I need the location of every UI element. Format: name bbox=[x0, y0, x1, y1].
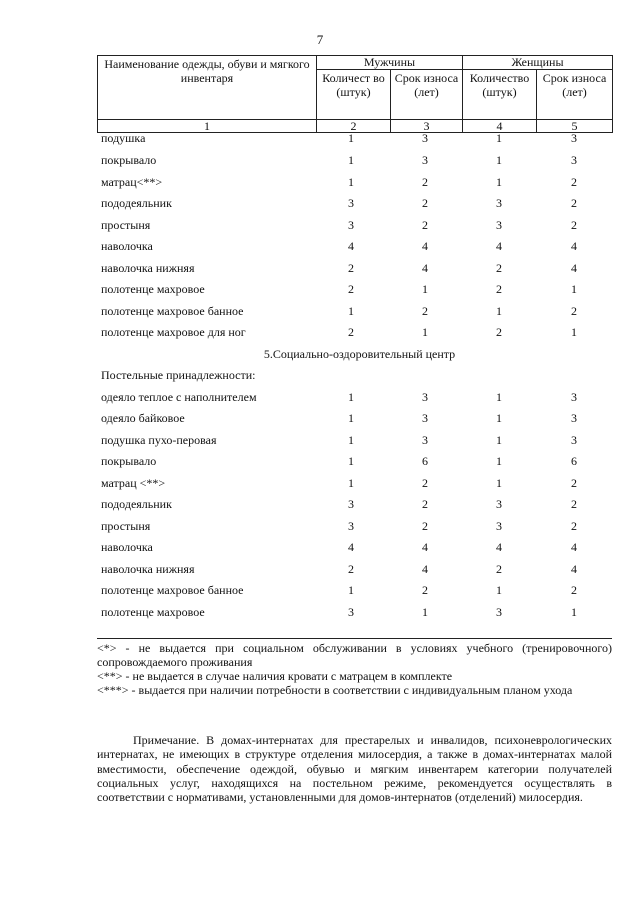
men-quantity: 1 bbox=[348, 454, 354, 469]
item-name: одеяло теплое с наполнителем bbox=[101, 389, 257, 404]
table-body bbox=[97, 131, 612, 623]
men-term: 4 bbox=[422, 540, 428, 555]
women-quantity: 1 bbox=[496, 583, 502, 598]
men-quantity: 1 bbox=[348, 432, 354, 447]
men-term: 6 bbox=[422, 454, 428, 469]
women-term: 1 bbox=[571, 604, 577, 619]
table-row bbox=[97, 301, 612, 323]
item-name: простыня bbox=[101, 518, 151, 533]
footnote: <***> - выдается при наличии потребности в соответствии с индивидуальным планом ухода bbox=[97, 683, 573, 697]
table-row bbox=[97, 279, 612, 301]
item-name: простыня bbox=[101, 217, 151, 232]
column-number: 1 bbox=[98, 120, 317, 133]
table-row bbox=[97, 387, 612, 409]
table-row bbox=[97, 494, 612, 516]
men-term: 1 bbox=[422, 282, 428, 297]
table-row bbox=[97, 559, 612, 581]
table-row bbox=[97, 602, 612, 624]
men-quantity: 2 bbox=[348, 260, 354, 275]
men-term: 4 bbox=[422, 260, 428, 275]
men-quantity: 3 bbox=[348, 196, 354, 211]
table-row bbox=[97, 516, 612, 538]
note-paragraph: Примечание. В домах-интернатах для престарелых и инвалидов, психоневрологических интернатах, не имеющих в структуре отделения милосердия, а также в домах-интернатах малой вместимости, обеспечение одеждой, обувью и мягким инвентарем категории получателей социальных услуг, находящихся на постельном режиме, рекомендуется осуществлять в соответствии с нормативами, установленными для домов-интернатов (отделений) милосердия. bbox=[97, 733, 612, 805]
item-name: наволочка нижняя bbox=[101, 260, 195, 275]
men-quantity: 2 bbox=[348, 325, 354, 340]
item-name: пододеяльник bbox=[101, 196, 172, 211]
item-name: наволочка bbox=[101, 540, 153, 555]
women-quantity: 1 bbox=[496, 411, 502, 426]
women-quantity: 1 bbox=[496, 475, 502, 490]
women-term: 1 bbox=[571, 282, 577, 297]
women-quantity: 4 bbox=[496, 239, 502, 254]
item-name: полотенце махровое bbox=[101, 282, 205, 297]
men-term: 3 bbox=[422, 389, 428, 404]
men-term: 1 bbox=[422, 325, 428, 340]
women-quantity: 2 bbox=[496, 260, 502, 275]
column-header-women-qty: Количество (штук) bbox=[463, 70, 537, 120]
men-quantity: 1 bbox=[348, 475, 354, 490]
men-quantity: 1 bbox=[348, 131, 354, 145]
item-name: наволочка нижняя bbox=[101, 561, 195, 576]
women-quantity: 3 bbox=[496, 196, 502, 211]
men-quantity: 1 bbox=[348, 583, 354, 598]
page-number: 7 bbox=[316, 32, 324, 47]
table-row bbox=[97, 537, 612, 559]
women-quantity: 2 bbox=[496, 561, 502, 576]
women-term: 2 bbox=[571, 174, 577, 189]
column-header-women-term: Срок износа (лет) bbox=[537, 70, 613, 120]
women-term: 2 bbox=[571, 217, 577, 232]
women-quantity: 1 bbox=[496, 432, 502, 447]
column-header-name: Наименование одежды, обуви и мягкого инвентаря bbox=[98, 56, 317, 120]
women-term: 3 bbox=[571, 153, 577, 168]
men-quantity: 1 bbox=[348, 303, 354, 318]
men-quantity: 3 bbox=[348, 497, 354, 512]
women-quantity: 1 bbox=[496, 131, 502, 145]
men-term: 2 bbox=[422, 518, 428, 533]
women-term: 2 bbox=[571, 475, 577, 490]
item-name: наволочка bbox=[101, 239, 153, 254]
table-row bbox=[97, 322, 612, 344]
column-header-women: Женщины bbox=[463, 56, 613, 70]
men-term: 2 bbox=[422, 196, 428, 211]
column-header-men: Мужчины bbox=[317, 56, 463, 70]
men-term: 3 bbox=[422, 432, 428, 447]
table-row bbox=[97, 193, 612, 215]
women-quantity: 3 bbox=[496, 518, 502, 533]
men-quantity: 3 bbox=[348, 604, 354, 619]
women-term: 3 bbox=[571, 131, 577, 145]
table-row bbox=[97, 172, 612, 194]
men-term: 3 bbox=[422, 411, 428, 426]
item-name: полотенце махровое для ног bbox=[101, 325, 246, 340]
women-term: 6 bbox=[571, 454, 577, 469]
women-term: 2 bbox=[571, 196, 577, 211]
column-number: 2 bbox=[317, 120, 391, 133]
column-header-men-qty: Количест во (штук) bbox=[317, 70, 391, 120]
men-term: 2 bbox=[422, 475, 428, 490]
women-term: 4 bbox=[571, 561, 577, 576]
item-name: матрац <**> bbox=[101, 475, 166, 490]
women-quantity: 2 bbox=[496, 325, 502, 340]
women-quantity: 1 bbox=[496, 303, 502, 318]
men-term: 2 bbox=[422, 174, 428, 189]
women-term: 1 bbox=[571, 325, 577, 340]
men-term: 4 bbox=[422, 239, 428, 254]
women-term: 3 bbox=[571, 389, 577, 404]
men-term: 2 bbox=[422, 583, 428, 598]
women-term: 4 bbox=[571, 540, 577, 555]
men-quantity: 2 bbox=[348, 561, 354, 576]
women-term: 4 bbox=[571, 260, 577, 275]
item-name: полотенце махровое банное bbox=[101, 583, 244, 598]
men-quantity: 1 bbox=[348, 389, 354, 404]
men-term: 2 bbox=[422, 497, 428, 512]
item-name: покрывало bbox=[101, 153, 157, 168]
men-term: 4 bbox=[422, 561, 428, 576]
women-quantity: 3 bbox=[496, 604, 502, 619]
men-quantity: 4 bbox=[348, 540, 354, 555]
table-row bbox=[97, 473, 612, 495]
footnotes bbox=[97, 638, 612, 697]
table-header bbox=[97, 55, 613, 133]
item-name: одеяло байковое bbox=[101, 411, 185, 426]
women-term: 2 bbox=[571, 583, 577, 598]
item-name: полотенце махровое bbox=[101, 604, 205, 619]
table-row bbox=[97, 215, 612, 237]
footnote: <**> - не выдается в случае наличия кровати с матрацем в комплекте bbox=[97, 669, 453, 683]
men-term: 2 bbox=[422, 217, 428, 232]
women-quantity: 3 bbox=[496, 497, 502, 512]
table-row bbox=[97, 580, 612, 602]
table-row bbox=[97, 430, 612, 452]
women-quantity: 1 bbox=[496, 174, 502, 189]
men-term: 3 bbox=[422, 131, 428, 145]
women-quantity: 1 bbox=[496, 454, 502, 469]
women-term: 3 bbox=[571, 411, 577, 426]
women-quantity: 3 bbox=[496, 217, 502, 232]
men-term: 2 bbox=[422, 303, 428, 318]
column-header-men-term: Срок износа (лет) bbox=[391, 70, 463, 120]
footnote: <*> - не выдается при социальном обслуживании в условиях учебного (тренировочного) сопровождаемого проживания bbox=[97, 641, 612, 669]
table-row bbox=[97, 236, 612, 258]
men-quantity: 3 bbox=[348, 518, 354, 533]
women-term: 2 bbox=[571, 303, 577, 318]
item-name: матрац<**> bbox=[101, 174, 163, 189]
item-name: подушка пухо-перовая bbox=[101, 432, 217, 447]
men-quantity: 4 bbox=[348, 239, 354, 254]
table-row bbox=[97, 258, 612, 280]
men-quantity: 1 bbox=[348, 153, 354, 168]
table-row bbox=[97, 451, 612, 473]
section-subheading: Постельные принадлежности: bbox=[101, 368, 256, 383]
table-row bbox=[97, 150, 612, 172]
men-quantity: 1 bbox=[348, 174, 354, 189]
item-name: покрывало bbox=[101, 454, 157, 469]
column-number: 5 bbox=[537, 120, 613, 133]
section-title: 5.Социально-оздоровительный центр bbox=[263, 346, 456, 361]
item-name: полотенце махровое банное bbox=[101, 303, 244, 318]
table-row bbox=[97, 131, 612, 150]
column-number: 4 bbox=[463, 120, 537, 133]
column-number: 3 bbox=[391, 120, 463, 133]
men-quantity: 3 bbox=[348, 217, 354, 232]
item-name: подушка bbox=[101, 131, 146, 145]
women-term: 3 bbox=[571, 432, 577, 447]
women-quantity: 4 bbox=[496, 540, 502, 555]
women-term: 2 bbox=[571, 518, 577, 533]
men-term: 1 bbox=[422, 604, 428, 619]
women-quantity: 2 bbox=[496, 282, 502, 297]
table-row bbox=[97, 408, 612, 430]
women-term: 2 bbox=[571, 497, 577, 512]
women-quantity: 1 bbox=[496, 389, 502, 404]
men-term: 3 bbox=[422, 153, 428, 168]
men-quantity: 1 bbox=[348, 411, 354, 426]
women-term: 4 bbox=[571, 239, 577, 254]
men-quantity: 2 bbox=[348, 282, 354, 297]
women-quantity: 1 bbox=[496, 153, 502, 168]
item-name: пододеяльник bbox=[101, 497, 172, 512]
